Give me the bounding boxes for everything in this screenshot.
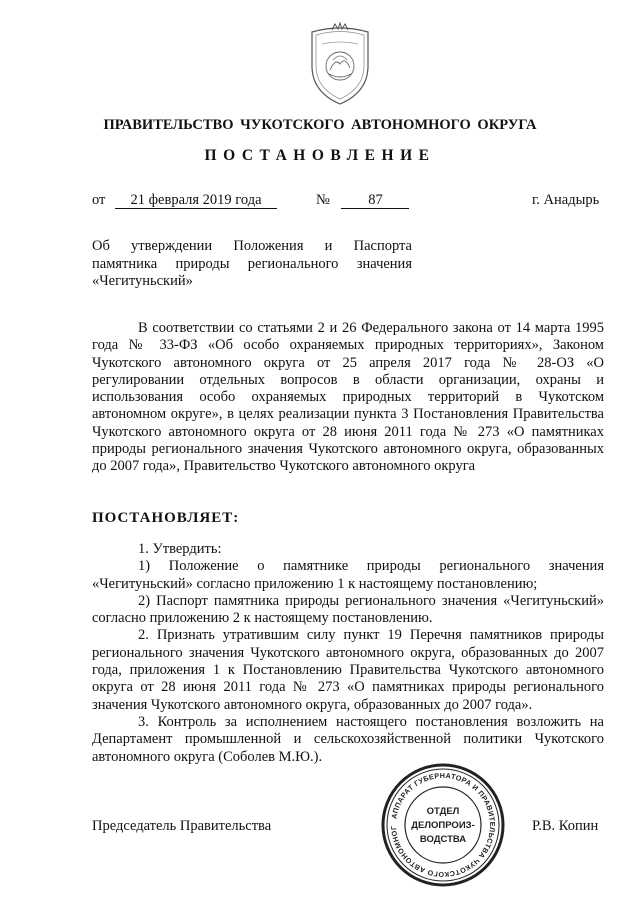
decree-items [92,541,604,766]
official-stamp [380,762,506,888]
preamble-paragraph: В соответствии со статьями 2 и 26 Федерального закона от 14 марта 1995 года № 33-ФЗ «Об особо охраняемых природных территориях», Законом Чукотского автономного округа от 25 апреля 2017 года № 28-ОЗ «О регулировании отдельных вопросов в области организации, охраны и использования особо охраняемых природных территорий в Чукотском автономном округе», в целях реализации пункта 3 Постановления Правительства Чукотского автономного округа от 28 июня 2011 года № 273 «О памятниках природы регионального значения Чукотского автономного округа, образованных до 2007 года», Правительство Чукотского автономного округа [92,320,604,475]
subject-line-3: «Чегитуньский» [92,273,193,289]
document-subject [92,238,412,291]
stamp-ring-text: АППАРАТ ГУБЕРНАТОРА И ПРАВИТЕЛЬСТВА ЧУКОТСКОГО АВТОНОМНОГ [388,770,498,880]
item-1-2: 2) Паспорт памятника природы регионального значения «Чегитуньский» согласно приложению 2 к настоящему постановлению. [92,592,604,627]
document-place: г. Анадырь [532,192,600,208]
document-date: 21 февраля 2019 года [115,193,277,209]
organization-title: ПРАВИТЕЛЬСТВО ЧУКОТСКОГО АВТОНОМНОГО ОКРУГА [103,117,537,133]
number-label: № [316,192,330,208]
decree-heading: ПОСТАНОВЛЯЕТ: [92,510,240,526]
number-line [316,192,409,209]
date-line [92,192,277,209]
stamp-line-2: ДЕЛОПРОИЗ- [411,820,475,831]
item-3: 3. Контроль за исполнением настоящего постановления возложить на Департамент промышленной и сельскохозяйственной политики Чукотского автономного округа (Соболев М.Ю.). [92,713,604,765]
signatory-name: Р.В. Копин [532,818,599,834]
subject-line-1: Об утверждении Положения и Паспорта [92,238,412,254]
item-2: 2. Признать утратившим силу пункт 19 Перечня памятников природы регионального значения Чукотского автономного округа, образованных до 2007 года, приложения 1 к Постановлению Правительства Чукотского автономного округа от 28 июня 2011 года № 273 «О памятниках природы регионального значения Чукотского автономного округа, образованных до 2007 года». [92,627,604,713]
document-type-title: ПОСТАНОВЛЕНИЕ [204,147,436,164]
item-1: 1. Утвердить: [138,541,222,557]
coat-of-arms-emblem [302,20,378,108]
signatory-position: Председатель Правительства [92,818,272,834]
date-prefix: от [92,192,106,208]
stamp-line-3: ВОДСТВА [419,834,467,845]
stamp-line-1: ОТДЕЛ [426,806,460,817]
subject-line-2: памятника природы регионального значения [92,255,412,272]
document-number: 87 [341,193,409,209]
item-1-1: 1) Положение о памятнике природы регионального значения «Чегитуньский» согласно приложению 1 к настоящему постановлению; [92,558,604,592]
